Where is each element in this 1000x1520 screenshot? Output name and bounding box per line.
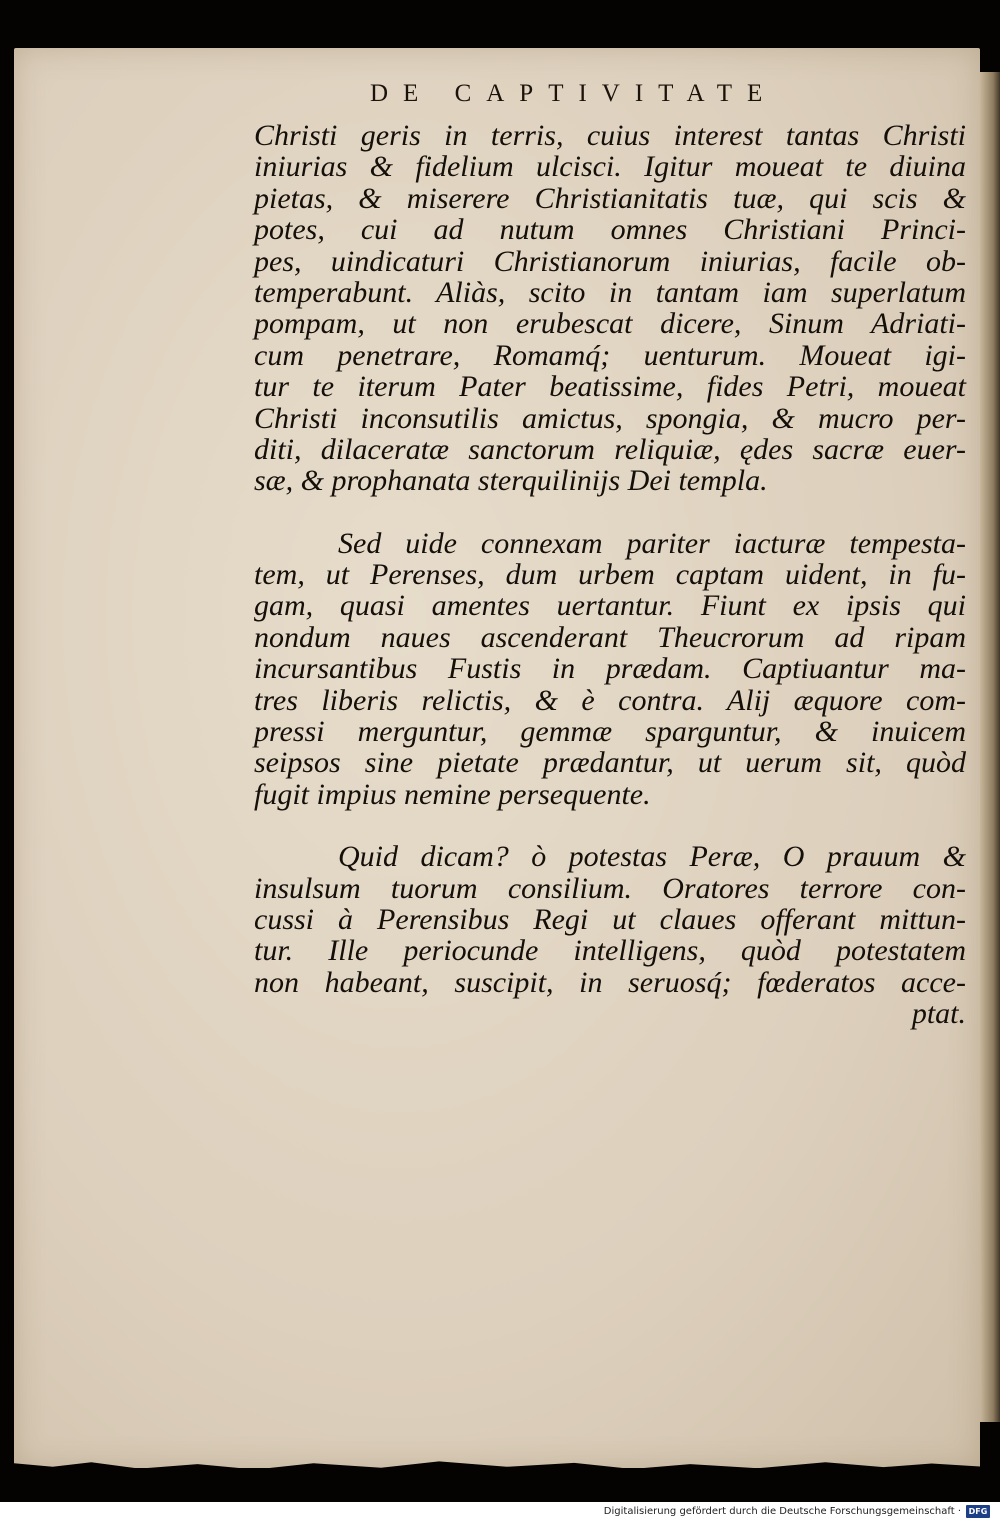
text-line: Christi inconsutilis amictus, spongia, & mucro per- xyxy=(254,401,966,435)
text-line: Christi geris in terris, cuius interest tantas Christi xyxy=(254,119,966,152)
dfg-logo-icon: DFG xyxy=(966,1505,990,1518)
running-header: DE CAPTIVITATE xyxy=(370,80,778,107)
text-line: Sed uide connexam pariter iacturæ tempesta- xyxy=(338,526,966,560)
page-edge xyxy=(980,72,1000,1422)
text-line: potes, cui ad nutum omnes Christiani Princi- xyxy=(254,213,966,247)
paragraph-gap xyxy=(254,810,966,841)
text-line: pompam, ut non erubescat dicere, Sinum Adriati- xyxy=(254,307,966,341)
digitization-footer xyxy=(0,1502,1000,1520)
text-line: fugit impius nemine persequente. xyxy=(254,777,651,811)
text-line: sæ, & prophanata sterquilinijs Dei templa. xyxy=(254,464,768,498)
text-line: iniurias & fidelium ulcisci. Igitur moueat te diuina xyxy=(254,150,966,184)
text-line: temperabunt. Aliàs, scito in tantam iam superlatum xyxy=(254,275,966,309)
text-line: tem, ut Perenses, dum urbem captam uident, in fu- xyxy=(254,558,966,592)
text-line: incursantibus Fustis in prædam. Captiuantur ma- xyxy=(254,652,966,686)
text-line: pressi merguntur, gemmæ sparguntur, & inuicem xyxy=(254,715,966,749)
text-line: tres liberis relictis, & è contra. Alij æquore com- xyxy=(254,683,966,717)
text-line: cum penetrare, Romamq́; uenturum. Moueat igi- xyxy=(254,338,966,372)
text-line: cussi à Perensibus Regi ut claues offerant mittun- xyxy=(254,902,966,936)
text-line: non habeant, suscipit, in seruosq́; fœderatos acce- xyxy=(254,965,966,999)
text-line: gam, quasi amentes uertantur. Fiunt ex ipsis qui xyxy=(254,589,966,623)
text-line: Quid dicam? ò potestas Peræ, O prauum & xyxy=(338,840,966,874)
text-line: nondum naues ascenderant Theucrorum ad ripam xyxy=(254,620,966,654)
catchword: ptat. xyxy=(911,997,966,1031)
funding-notice: Digitalisierung gefördert durch die Deutsche Forschungsgemeinschaft · xyxy=(603,1505,961,1517)
text-line: seipsos sine pietate prædantur, ut uerum sit, quòd xyxy=(254,746,966,780)
text-line: diti, dilaceratæ sanctorum reliquiæ, ędes sacræ euer- xyxy=(254,432,966,466)
body-text xyxy=(254,120,966,1030)
text-line: pes, uindicaturi Christianorum iniurias, facile ob- xyxy=(254,244,966,278)
paragraph-gap xyxy=(254,497,966,528)
text-line: insulsum tuorum consilium. Oratores terrore con- xyxy=(254,871,966,905)
text-line: tur. Ille periocunde intelligens, quòd potestatem xyxy=(254,934,966,968)
text-line: tur te iterum Pater beatissime, fides Petri, moueat xyxy=(254,370,966,404)
torn-bottom-edge xyxy=(14,1456,980,1474)
text-line: pietas, & miserere Christianitatis tuæ, qui scis & xyxy=(254,181,966,215)
